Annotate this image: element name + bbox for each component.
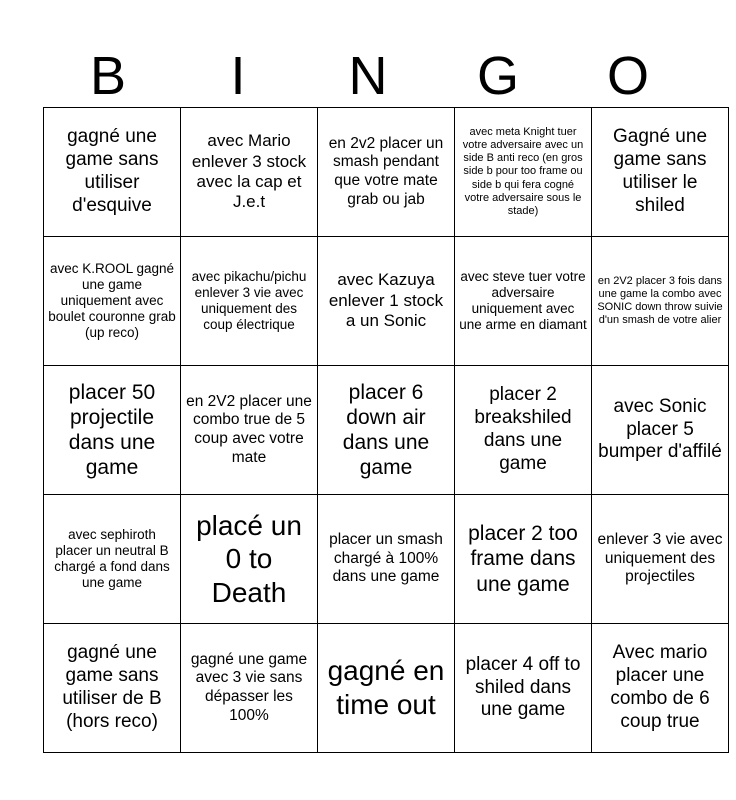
bingo-cell[interactable]: enlever 3 vie avec uniquement des projectiles	[592, 495, 729, 624]
bingo-cell[interactable]: placé un 0 to Death	[181, 495, 318, 624]
bingo-header	[43, 44, 693, 108]
bingo-cell[interactable]: avec sephiroth placer un neutral B chargé a fond dans une game	[44, 495, 181, 624]
bingo-board	[43, 107, 729, 753]
bingo-cell[interactable]: avec meta Knight tuer votre adversaire avec un side B anti reco (en gros side b pour too frame ou side b qui fera cogné votre adversaire sous le stade)	[455, 108, 592, 237]
header-letter-b: B	[89, 46, 127, 106]
bingo-cell[interactable]: avec Kazuya enlever 1 stock a un Sonic	[318, 237, 455, 366]
board-row-3	[44, 366, 729, 495]
bingo-cell[interactable]: placer 2 breakshiled dans une game	[455, 366, 592, 495]
bingo-cell[interactable]: placer 2 too frame dans une game	[455, 495, 592, 624]
bingo-cell[interactable]: avec Mario enlever 3 stock avec la cap et J.e.t	[181, 108, 318, 237]
bingo-cell[interactable]: placer 50 projectile dans une game	[44, 366, 181, 495]
bingo-cell[interactable]: placer un smash chargé à 100% dans une game	[318, 495, 455, 624]
bingo-cell[interactable]: gagné une game sans utiliser d'esquive	[44, 108, 181, 237]
board-row-2	[44, 237, 729, 366]
bingo-cell[interactable]: placer 4 off to shiled dans une game	[455, 624, 592, 753]
bingo-cell[interactable]: en 2V2 placer une combo true de 5 coup avec votre mate	[181, 366, 318, 495]
bingo-cell[interactable]: avec steve tuer votre adversaire uniquement avec une arme en diamant	[455, 237, 592, 366]
bingo-cell[interactable]: avec Sonic placer 5 bumper d'affilé	[592, 366, 729, 495]
bingo-cell[interactable]: en 2v2 placer un smash pendant que votre mate grab ou jab	[318, 108, 455, 237]
header-letter-o: O	[606, 46, 649, 106]
bingo-cell[interactable]: placer 6 down air dans une game	[318, 366, 455, 495]
bingo-cell[interactable]: avec K.ROOL gagné une game uniquement avec boulet couronne grab (up reco)	[44, 237, 181, 366]
board-row-5	[44, 624, 729, 753]
board-row-1	[44, 108, 729, 237]
bingo-cell[interactable]: Gagné une game sans utiliser le shiled	[592, 108, 729, 237]
header-letter-g: G	[476, 46, 519, 106]
bingo-cell[interactable]: avec pikachu/pichu enlever 3 vie avec uniquement des coup électrique	[181, 237, 318, 366]
bingo-cell[interactable]: gagné en time out	[318, 624, 455, 753]
board-row-4	[44, 495, 729, 624]
bingo-cell[interactable]: gagné une game sans utiliser de B (hors reco)	[44, 624, 181, 753]
header-letter-n: N	[348, 46, 388, 106]
header-letter-i: I	[230, 46, 246, 106]
bingo-cell[interactable]: Avec mario placer une combo de 6 coup true	[592, 624, 729, 753]
bingo-cell[interactable]: en 2V2 placer 3 fois dans une game la combo avec SONIC down throw suivie d'un smash de votre alier	[592, 237, 729, 366]
bingo-cell[interactable]: gagné une game avec 3 vie sans dépasser les 100%	[181, 624, 318, 753]
